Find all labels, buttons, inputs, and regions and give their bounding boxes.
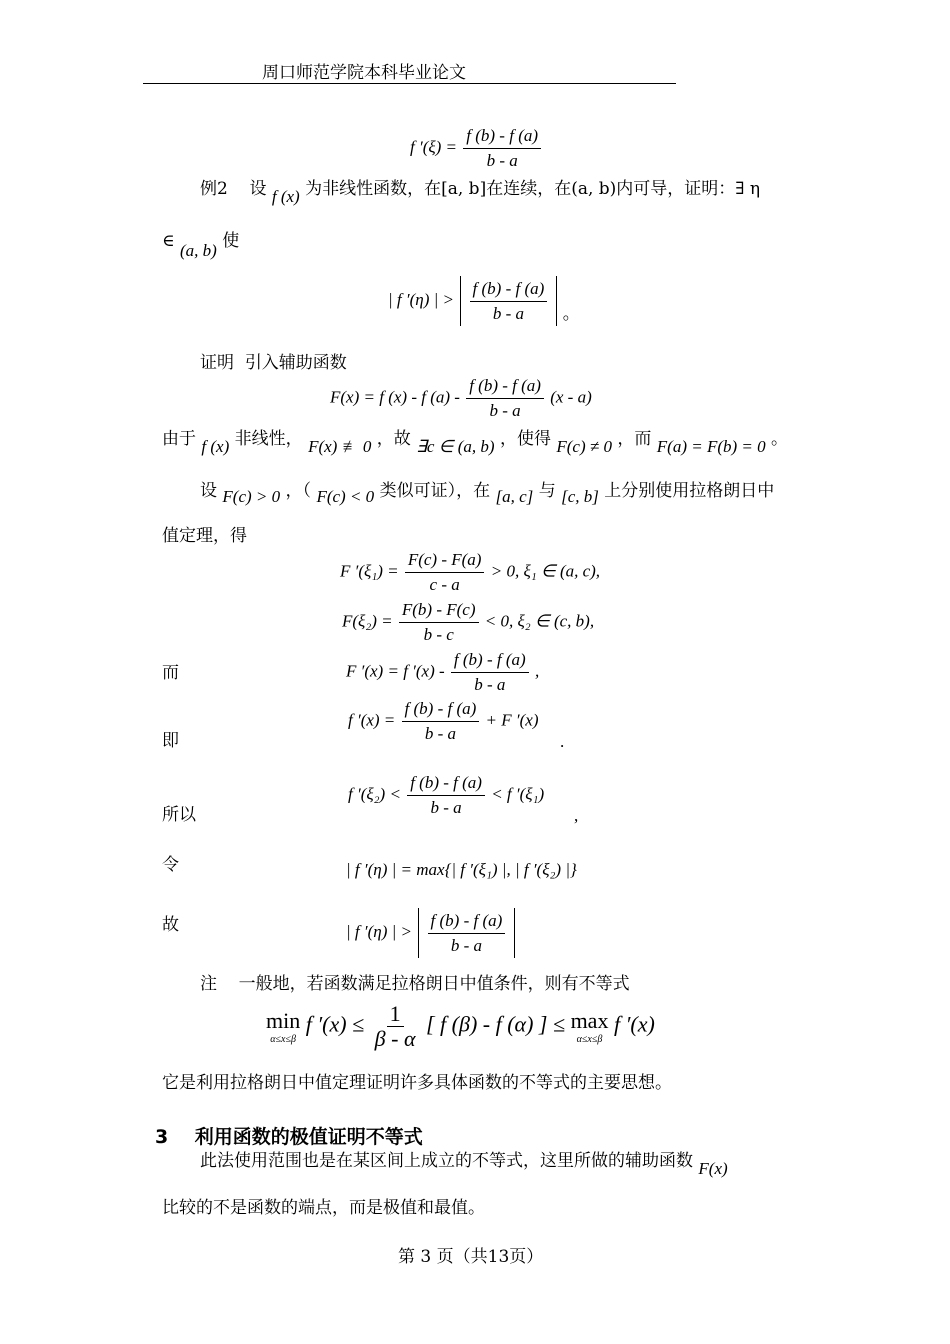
fraction — [428, 911, 506, 956]
text: 引入辅助函数 — [244, 353, 347, 373]
example-2-line-2 — [162, 230, 240, 260]
math-Fx: F(x) — [698, 1159, 728, 1178]
text: 一般地，若函数满足拉格朗日中值条件，则有不等式 — [238, 974, 630, 994]
comma: , — [574, 806, 579, 825]
fraction-denominator: b - a — [430, 798, 462, 817]
fraction — [451, 650, 529, 695]
text: 非线性， — [234, 429, 303, 449]
element-of-symbol: ∈ — [162, 231, 175, 251]
eq-lhs: f ′(ξ) = — [410, 137, 458, 157]
math: [a, c] — [495, 487, 534, 506]
math: F(c) ≠ 0 — [556, 437, 612, 456]
equation-d — [348, 699, 539, 744]
fraction-numerator: f (b) - f (a) — [470, 279, 548, 302]
fraction-numerator: f (b) - f (a) — [451, 650, 529, 673]
section-title: 利用函数的极值证明不等式 — [194, 1126, 423, 1148]
max-subscript: α≤x≤β — [576, 1034, 603, 1045]
section-number: 3 — [155, 1126, 169, 1148]
header-rule — [143, 83, 676, 84]
max-operator — [571, 1008, 609, 1045]
equation-b — [342, 600, 594, 645]
eq-lhs: | f ′(η) | > — [346, 921, 413, 941]
eq-lhs: f ′(ξ₂) < — [348, 784, 401, 804]
section-heading — [155, 1122, 423, 1149]
eq-lhs: F(ξ₂) = — [342, 611, 393, 631]
fraction-numerator: f (b) - f (a) — [428, 911, 506, 934]
example-label: 例2 — [200, 179, 228, 199]
math: F(c) < 0 — [316, 487, 375, 506]
running-header: 周口师范学院本科毕业论文 — [262, 63, 466, 83]
fraction-denominator: b - a — [474, 675, 506, 694]
fraction-denominator: b - c — [423, 625, 454, 644]
min-word: min — [266, 1008, 301, 1033]
label-ie: 即 — [162, 731, 179, 751]
fraction — [399, 600, 479, 645]
set-line — [200, 480, 775, 506]
math: F(x) ≢ 0 — [308, 437, 372, 456]
fraction-denominator: b - a — [450, 935, 482, 955]
math: F(c) > 0 — [222, 487, 281, 506]
text: 设 — [249, 179, 267, 199]
math: ∃c ∈ (a, b) — [416, 437, 495, 456]
abs-bar-right — [514, 908, 515, 958]
equation-auxiliary — [330, 376, 592, 421]
text: 与 — [538, 481, 556, 501]
eq-lhs: F(x) = f (x) - f (a) - — [330, 387, 460, 407]
fraction-denominator: b - a — [492, 303, 524, 323]
eq-tail: > 0, ξ₁ ∈ (a, c), — [490, 561, 601, 581]
fraction-numerator: f (b) - f (a) — [463, 126, 541, 149]
text: ，故 — [376, 429, 411, 449]
text: 上分别使用拉格朗日中 — [604, 481, 775, 501]
proof-intro — [200, 352, 347, 374]
text: 使 — [222, 231, 240, 251]
text: 设 — [200, 481, 217, 501]
eq-lhs: F ′(x) = f ′(x) - — [346, 661, 445, 681]
note-line — [200, 973, 630, 995]
text: ，（ — [285, 481, 312, 501]
fraction — [466, 376, 544, 421]
equation-note — [266, 1001, 655, 1051]
period: 。 — [562, 303, 580, 324]
label-let: 令 — [162, 855, 179, 875]
eq-mid: [ f (β) - f (α) ] ≤ — [426, 1011, 566, 1037]
fraction-denominator: β - α — [374, 1026, 416, 1051]
inequality-1 — [388, 276, 580, 326]
equation-g — [346, 908, 517, 958]
section-paragraph-2: 比较的不是函数的端点，而是极值和最值。 — [162, 1198, 485, 1218]
label-hence: 故 — [162, 915, 179, 935]
fraction-denominator: b - a — [489, 401, 521, 420]
fraction-numerator: f (b) - f (a) — [407, 773, 485, 796]
eq-rhs: f ′(x) — [613, 1011, 655, 1037]
eq-tail: , — [534, 661, 540, 681]
text: 类似可证），在 — [379, 481, 491, 501]
note-label: 注 — [200, 974, 217, 994]
fraction — [402, 699, 480, 744]
min-operator — [266, 1008, 300, 1045]
section-paragraph — [200, 1150, 728, 1178]
max-word: max — [570, 1008, 609, 1033]
label-and: 而 — [162, 663, 179, 683]
proof-label: 证明 — [200, 353, 234, 373]
fraction — [407, 773, 485, 818]
eq-tail: (x - a) — [550, 387, 592, 407]
fraction-numerator: f (b) - f (a) — [402, 699, 480, 722]
label-therefore: 所以 — [162, 805, 196, 825]
math-fx: f (x) — [201, 437, 230, 456]
fraction — [470, 279, 548, 324]
fraction-denominator: c - a — [429, 575, 460, 594]
fraction-numerator: F(b) - F(c) — [399, 600, 479, 623]
equation-mean-value — [410, 126, 543, 171]
equation-c — [346, 650, 539, 695]
fraction — [405, 550, 485, 595]
fraction — [372, 1001, 419, 1051]
eq-tail: < 0, ξ₂ ∈ (c, b), — [484, 611, 595, 631]
abs-bar-right — [556, 276, 557, 326]
math-interval: (a, b) — [180, 241, 217, 260]
text: 此法使用范围也是在某区间上成立的不等式，这里所做的辅助函数 — [200, 1151, 693, 1171]
fraction-numerator: F(c) - F(a) — [405, 550, 485, 573]
fraction-denominator: b - a — [486, 151, 518, 170]
eq-lhs: f ′(x) ≤ — [305, 1011, 365, 1037]
eq-lhs: F ′(ξ₁) = — [340, 561, 399, 581]
text: 为非线性函数，在[a, b]在连续，在(a, b)内可导，证明：∃ η — [305, 179, 761, 199]
fraction-numerator: 1 — [387, 1004, 404, 1027]
equation-f: | f ′(η) | = max{| f ′(ξ₁) |, | f ′(ξ₂) |} — [346, 860, 577, 879]
abs-bar-left — [460, 276, 461, 326]
page-footer: 第 3 页（共13页） — [398, 1247, 544, 1267]
abs-bar-left — [418, 908, 419, 958]
fraction — [463, 126, 541, 171]
set-line-2: 值定理，得 — [162, 526, 247, 546]
text: ，使得 — [499, 429, 551, 449]
text: 由于 — [162, 429, 196, 449]
math: F(a) = F(b) = 0 — [656, 437, 766, 456]
eq-lhs: f ′(x) = — [348, 710, 396, 730]
eq-lhs: | f ′(η) | > — [388, 289, 455, 309]
note-conclusion: 它是利用拉格朗日中值定理证明许多具体函数的不等式的主要思想。 — [162, 1073, 672, 1093]
fraction-numerator: f (b) - f (a) — [466, 376, 544, 399]
text: ，而 — [617, 429, 652, 449]
since-line — [162, 428, 789, 456]
fraction-denominator: b - a — [424, 724, 456, 743]
example-2-line — [200, 178, 761, 206]
text: 。 — [771, 429, 789, 449]
math: [c, b] — [561, 487, 599, 506]
eq-tail: < f ′(ξ₁) — [491, 784, 545, 804]
math-fx: f (x) — [271, 187, 300, 206]
period: . — [560, 732, 565, 751]
equation-e — [348, 773, 544, 818]
eq-tail: + F ′(x) — [485, 710, 539, 730]
min-subscript: α≤x≤β — [270, 1034, 296, 1045]
equation-a — [340, 550, 600, 595]
